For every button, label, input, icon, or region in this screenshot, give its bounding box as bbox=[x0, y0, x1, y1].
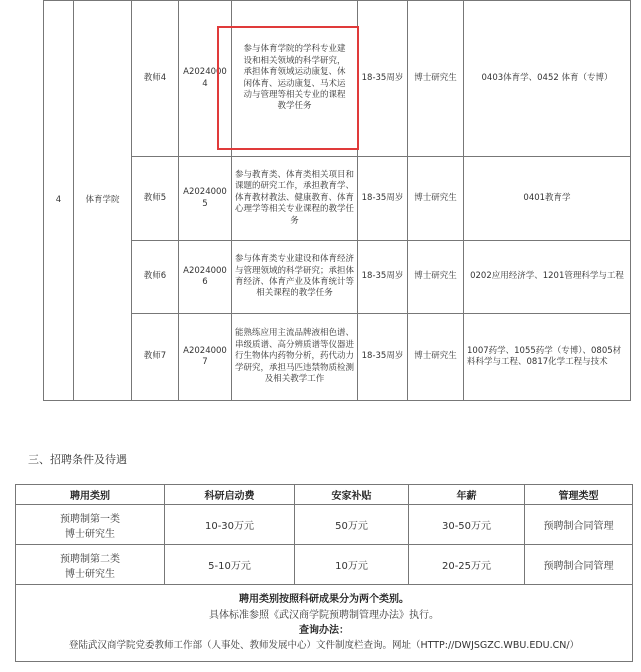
code-cell: A20240005 bbox=[179, 157, 232, 241]
note-text: 具体标准参照《武汉商学院预聘制管理办法》执行。 bbox=[209, 609, 439, 621]
table-note-row bbox=[16, 585, 633, 662]
column-header: 聘用类别 bbox=[16, 485, 165, 505]
duty-cell: 能熟练应用主流品牌液相色谱、串级质谱、高分辨质谱等仪器进行生物体内药物分析，药代动力学研究，承担马匹违禁物质检测及相关教学工作 bbox=[232, 314, 358, 401]
seq-cell: 4 bbox=[44, 1, 74, 401]
note-cell bbox=[16, 585, 633, 662]
column-header: 安家补贴 bbox=[295, 485, 409, 505]
research-fund-cell: 5-10万元 bbox=[165, 545, 295, 585]
note-bold-text: 聘用类别按照科研成果分为两个类别。 bbox=[239, 594, 409, 606]
table-row bbox=[44, 241, 631, 314]
housing-cell: 50万元 bbox=[295, 505, 409, 545]
code-cell: A20240004 bbox=[179, 1, 232, 157]
duty-cell: 参与教育类、体育类相关项目和课题的研究工作，承担教育学、体育教材教法、健康教育、体育心理学等相关专业课程的教学任务 bbox=[232, 157, 358, 241]
post-cell: 教师5 bbox=[132, 157, 179, 241]
salary-cell: 20-25万元 bbox=[409, 545, 525, 585]
degree-cell: 博士研究生 bbox=[408, 1, 464, 157]
code-cell: A20240007 bbox=[179, 314, 232, 401]
age-cell: 18-35周岁 bbox=[358, 314, 408, 401]
salary-cell: 30-50万元 bbox=[409, 505, 525, 545]
section-heading: 三、招聘条件及待遇 bbox=[28, 453, 127, 466]
category-line: 预聘制第一类 bbox=[60, 513, 120, 525]
post-cell: 教师7 bbox=[132, 314, 179, 401]
post-cell: 教师6 bbox=[132, 241, 179, 314]
duty-cell bbox=[232, 1, 358, 157]
column-header: 科研启动费 bbox=[165, 485, 295, 505]
degree-cell: 博士研究生 bbox=[408, 241, 464, 314]
major-cell: 0202应用经济学、1201管理科学与工程 bbox=[464, 241, 631, 314]
major-cell: 0401教育学 bbox=[464, 157, 631, 241]
category-line: 预聘制第二类 bbox=[60, 553, 120, 565]
treatment-table bbox=[15, 484, 633, 662]
note-bold-text: 查询办法： bbox=[299, 625, 349, 637]
table-row bbox=[44, 314, 631, 401]
management-cell: 预聘制合同管理 bbox=[525, 505, 633, 545]
code-cell: A20240006 bbox=[179, 241, 232, 314]
table-row bbox=[44, 157, 631, 241]
research-fund-cell: 10-30万元 bbox=[165, 505, 295, 545]
duty-text: 参与体育学院的学科专业建设和相关领域的科学研究，承担体育领域运动康复、休闲体育、运动康复、马术运动与管理等相关专业的课程教学任务 bbox=[243, 44, 346, 112]
column-header: 管理类型 bbox=[525, 485, 633, 505]
duty-cell: 参与体育类专业建设和体育经济与管理领域的科学研究；承担体育经济、体育产业及体育统计等相关课程的教学任务 bbox=[232, 241, 358, 314]
major-cell: 1007药学、1055药学（专博）、0805材料科学与工程、0817化学工程与技术 bbox=[464, 314, 631, 401]
category-line: 博士研究生 bbox=[65, 528, 115, 540]
housing-cell: 10万元 bbox=[295, 545, 409, 585]
category-cell bbox=[16, 545, 165, 585]
note-url-text: 登陆武汉商学院党委教师工作部（人事处、教师发展中心）文件制度栏查询。网址（HTTP://DWJSGZC.WBU.EDU.CN/） bbox=[68, 639, 580, 651]
degree-cell: 博士研究生 bbox=[408, 157, 464, 241]
college-cell: 体育学院 bbox=[74, 1, 132, 401]
major-cell: 0403体育学、0452 体育（专博） bbox=[464, 1, 631, 157]
table-row bbox=[44, 1, 631, 157]
age-cell: 18-35周岁 bbox=[358, 1, 408, 157]
degree-cell: 博士研究生 bbox=[408, 314, 464, 401]
table-row bbox=[16, 545, 633, 585]
positions-table bbox=[43, 0, 631, 401]
column-header: 年薪 bbox=[409, 485, 525, 505]
age-cell: 18-35周岁 bbox=[358, 241, 408, 314]
management-cell: 预聘制合同管理 bbox=[525, 545, 633, 585]
post-cell: 教师4 bbox=[132, 1, 179, 157]
category-line: 博士研究生 bbox=[65, 568, 115, 580]
table-row bbox=[16, 505, 633, 545]
table-header-row bbox=[16, 485, 633, 505]
category-cell bbox=[16, 505, 165, 545]
age-cell: 18-35周岁 bbox=[358, 157, 408, 241]
